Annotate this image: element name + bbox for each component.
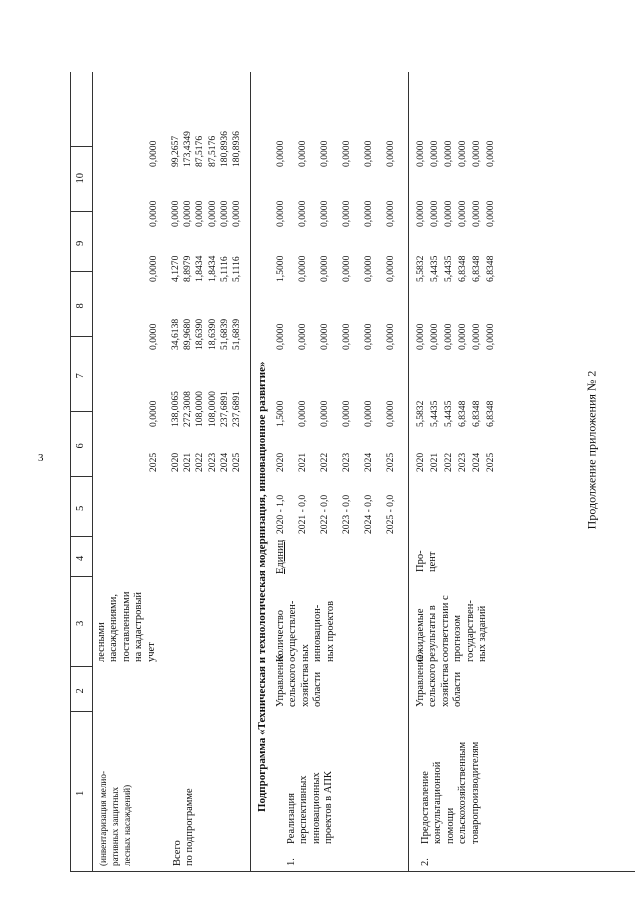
- column-header-2: 2: [75, 688, 86, 694]
- item-name: товаропроизводителям: [469, 741, 481, 844]
- value-cell: 0,0000: [429, 200, 440, 227]
- value-cell: 0,0000: [457, 200, 468, 227]
- value-cell: 6,8348: [471, 400, 482, 427]
- column-header-4: 4: [75, 555, 86, 561]
- item-name: помощи: [444, 807, 456, 844]
- value-cell: 0,0000: [457, 140, 468, 167]
- year-cell: 2025: [231, 452, 242, 472]
- column-divider: [70, 146, 92, 147]
- year-cell: 2020: [170, 452, 181, 472]
- value-cell: 1,8434: [194, 255, 206, 282]
- value-cell: 0,0000: [457, 323, 468, 350]
- target-value: 2020 - 1,0: [275, 494, 286, 534]
- value-cell: 5,5832: [415, 255, 426, 282]
- value-cell: 5,4435: [429, 255, 440, 282]
- column-divider: [70, 536, 92, 537]
- value-cell: 0,0000: [415, 200, 426, 227]
- value-cell: 0,0000: [297, 140, 308, 167]
- value-cell: 1,5000: [275, 400, 286, 427]
- year-cell: 2020: [275, 452, 286, 472]
- value-cell: 0,0000: [471, 323, 482, 350]
- value-cell: 6,8348: [485, 255, 496, 282]
- total-label: Всего: [172, 840, 183, 866]
- value-cell: 8,8979: [182, 255, 194, 282]
- value-cell: 0,0000: [363, 140, 374, 167]
- value-cell: 0,0000: [363, 400, 374, 427]
- year-cell: 2022: [194, 452, 206, 472]
- value-cell: 0,0000: [148, 323, 159, 350]
- value-cell: 0,0000: [218, 200, 230, 227]
- continuation-text: лесных насаждений): [122, 784, 132, 866]
- value-cell: 4,1270: [170, 255, 181, 282]
- value-cell: 5,4435: [443, 400, 454, 427]
- executor: сельского: [287, 663, 299, 707]
- continuation-text: (инвентаризация мелио-: [98, 771, 108, 866]
- value-cell: 237,6891: [231, 391, 242, 427]
- table-rule: [92, 72, 93, 872]
- unit-cell: Единиц: [275, 539, 286, 574]
- value-cell: 108,0000: [206, 391, 218, 427]
- unit-cell: Про-: [415, 550, 426, 572]
- indicator-text: инновацион-: [312, 604, 324, 662]
- value-cell: 0,0000: [297, 323, 308, 350]
- unit-cell: цент: [427, 551, 439, 572]
- value-cell: 0,0000: [231, 200, 242, 227]
- year-cell: 2024: [218, 452, 230, 472]
- value-cell: 0,0000: [471, 140, 482, 167]
- item-number: 2.: [420, 858, 431, 866]
- target-value: 2021 - 0,0: [297, 494, 308, 534]
- indicator-text: Ожидаемые: [415, 608, 426, 662]
- value-cell: 237,6891: [218, 391, 230, 427]
- value-cell: 0,0000: [275, 323, 286, 350]
- continuation-text: ративных защитных: [110, 786, 120, 866]
- column-divider: [70, 336, 92, 337]
- column-header-7: 7: [75, 373, 86, 379]
- year-cell: 2023: [341, 452, 352, 472]
- column-divider: [70, 476, 92, 477]
- indicator-text: на кадастровый: [133, 591, 145, 662]
- value-cell: 0,0000: [341, 140, 352, 167]
- year-cell: 2024: [363, 452, 374, 472]
- value-cell: 0,0000: [148, 400, 159, 427]
- column-header-8: 8: [75, 303, 86, 309]
- column-header-5: 5: [75, 505, 86, 511]
- indicator-text: поставленными: [120, 591, 132, 662]
- item-name: сельскохозяйственным: [457, 741, 469, 844]
- value-cell: 87,5176: [194, 135, 206, 167]
- year-cell: 2022: [319, 452, 330, 472]
- value-cell: 173,4349: [182, 131, 194, 167]
- value-cell: 51,6839: [218, 318, 230, 350]
- item-number: 1.: [286, 858, 297, 866]
- indicator-text: государствен-: [464, 600, 476, 662]
- indicator-text: ных заданий: [477, 605, 488, 662]
- value-cell: 0,0000: [385, 200, 396, 227]
- value-cell: 0,0000: [319, 200, 330, 227]
- year-cell: 2023: [457, 452, 468, 472]
- target-value: 2024 - 0,0: [363, 494, 374, 534]
- column-divider: [70, 666, 92, 667]
- value-cell: 0,0000: [148, 200, 159, 227]
- executor: области: [312, 671, 324, 707]
- indicator-text: лесными: [96, 622, 107, 662]
- year-cell: 2021: [182, 452, 194, 472]
- value-cell: 0,0000: [485, 200, 496, 227]
- value-cell: 0,0000: [148, 255, 159, 282]
- value-cell: 0,0000: [429, 323, 440, 350]
- column-divider: [70, 211, 92, 212]
- indicator-text: учет: [145, 642, 157, 662]
- year-cell: 2025: [148, 452, 159, 472]
- executor: сельского: [427, 663, 439, 707]
- value-cell: 180,8936: [218, 131, 230, 167]
- year-cell: 2020: [415, 452, 426, 472]
- subprogram-title: Подпрограмма «Техническая и технологическая модернизация, инновационное развитие»: [256, 361, 268, 812]
- year-cell: 2021: [297, 452, 308, 472]
- item-name: инновационных: [310, 772, 322, 844]
- indicator-text: Количество: [275, 609, 286, 662]
- value-cell: 89,9680: [182, 318, 194, 350]
- executor: Управление: [275, 654, 286, 707]
- value-cell: 5,5832: [415, 400, 426, 427]
- value-cell: 0,0000: [275, 140, 286, 167]
- indicator-text: прогнозом: [452, 614, 464, 662]
- value-cell: 0,0000: [415, 140, 426, 167]
- indicator-text: осуществлен-: [287, 600, 299, 662]
- value-cell: 0,0000: [297, 400, 308, 427]
- table-rule: [250, 72, 251, 872]
- value-cell: 272,3008: [182, 391, 194, 427]
- value-cell: 0,0000: [194, 200, 206, 227]
- column-header-1: 1: [75, 790, 86, 796]
- value-cell: 6,8348: [471, 255, 482, 282]
- budget-table: [70, 32, 635, 872]
- column-divider: [70, 411, 92, 412]
- value-cell: 0,0000: [341, 400, 352, 427]
- item-name: проектов в АПК: [323, 771, 335, 844]
- executor: хозяйства: [439, 663, 451, 707]
- value-cell: 6,8348: [457, 255, 468, 282]
- value-cell: 0,0000: [471, 200, 482, 227]
- value-cell: 6,8348: [457, 400, 468, 427]
- item-name: консультационной: [432, 761, 444, 844]
- column-divider: [70, 711, 92, 712]
- value-cell: 5,1116: [218, 256, 230, 282]
- value-cell: 0,0000: [319, 140, 330, 167]
- item-name: Предоставление: [420, 771, 431, 844]
- indicator-text: результаты в: [427, 605, 439, 662]
- value-cell: 0,0000: [385, 400, 396, 427]
- value-cell: 0,0000: [148, 140, 159, 167]
- value-cell: 0,0000: [319, 400, 330, 427]
- column-header-10: 10: [75, 173, 86, 184]
- year-cell: 2022: [443, 452, 454, 472]
- value-cell: 0,0000: [170, 200, 181, 227]
- value-cell: 5,4435: [443, 255, 454, 282]
- value-cell: 0,0000: [385, 255, 396, 282]
- value-cell: 0,0000: [275, 200, 286, 227]
- item-name: перспективных: [298, 775, 310, 844]
- indicator-text: соответствии с: [439, 595, 451, 662]
- value-cell: 0,0000: [341, 255, 352, 282]
- total-label: по подпрограмме: [184, 788, 196, 866]
- value-cell: 0,0000: [206, 200, 218, 227]
- value-cell: 0,0000: [297, 255, 308, 282]
- appendix-continuation-label: Продолжение приложения № 2: [584, 370, 599, 530]
- value-cell: 0,0000: [319, 323, 330, 350]
- value-cell: 0,0000: [443, 200, 454, 227]
- value-cell: 0,0000: [443, 140, 454, 167]
- value-cell: 0,0000: [485, 140, 496, 167]
- value-cell: 5,1116: [231, 256, 242, 282]
- value-cell: 0,0000: [429, 140, 440, 167]
- executor: Управление: [415, 654, 426, 707]
- value-cell: 99,2657: [170, 135, 181, 167]
- column-header-9: 9: [75, 240, 86, 246]
- value-cell: 0,0000: [385, 323, 396, 350]
- value-cell: 0,0000: [363, 200, 374, 227]
- target-value: 2023 - 0,0: [341, 494, 352, 534]
- column-header-6: 6: [75, 443, 86, 449]
- value-cell: 0,0000: [363, 255, 374, 282]
- table-rule: [408, 72, 409, 872]
- column-divider: [70, 576, 92, 577]
- indicator-text: ных: [299, 644, 311, 662]
- value-cell: 108,0000: [194, 391, 206, 427]
- indicator-text: ных проектов: [324, 600, 336, 662]
- value-cell: 18,6390: [194, 318, 206, 350]
- value-cell: 0,0000: [297, 200, 308, 227]
- column-divider: [70, 871, 635, 872]
- year-cell: 2023: [206, 452, 218, 472]
- year-cell: 2025: [485, 452, 496, 472]
- value-cell: 6,8348: [485, 400, 496, 427]
- value-cell: 5,4435: [429, 400, 440, 427]
- year-cell: 2025: [385, 452, 396, 472]
- value-cell: 87,5176: [206, 135, 218, 167]
- item-name: Реализация: [286, 793, 297, 844]
- target-value: 2025 - 0,0: [385, 494, 396, 534]
- page-number: 3: [38, 452, 44, 464]
- value-cell: 0,0000: [341, 200, 352, 227]
- value-cell: 0,0000: [485, 323, 496, 350]
- value-cell: 180,8936: [231, 131, 242, 167]
- executor: хозяйства: [299, 663, 311, 707]
- value-cell: 18,6390: [206, 318, 218, 350]
- indicator-text: насаждениями,: [108, 594, 120, 662]
- value-cell: 0,0000: [443, 323, 454, 350]
- table-rule: [70, 72, 71, 872]
- year-cell: 2021: [429, 452, 440, 472]
- value-cell: 51,6839: [231, 318, 242, 350]
- value-cell: 0,0000: [182, 200, 194, 227]
- column-header-3: 3: [75, 620, 86, 626]
- value-cell: 1,8434: [206, 255, 218, 282]
- value-cell: 0,0000: [319, 255, 330, 282]
- year-cell: 2024: [471, 452, 482, 472]
- value-cell: 0,0000: [415, 323, 426, 350]
- column-divider: [70, 271, 92, 272]
- value-cell: 34,6138: [170, 318, 181, 350]
- value-cell: 0,0000: [385, 140, 396, 167]
- target-value: 2022 - 0,0: [319, 494, 330, 534]
- value-cell: 0,0000: [363, 323, 374, 350]
- value-cell: 138,0065: [170, 391, 181, 427]
- value-cell: 1,5000: [275, 255, 286, 282]
- value-cell: 0,0000: [341, 323, 352, 350]
- executor: области: [452, 671, 464, 707]
